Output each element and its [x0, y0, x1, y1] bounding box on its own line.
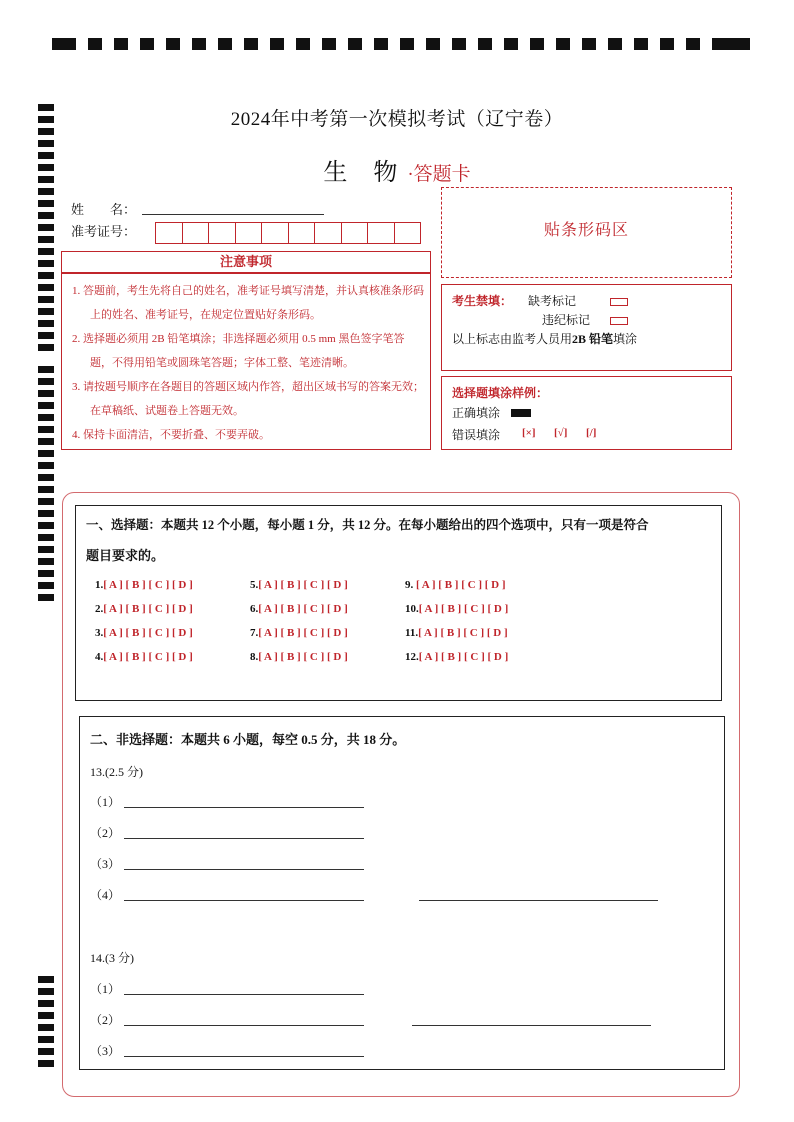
question-13-label: 13.(2.5 分): [90, 765, 143, 779]
q14-blank-2-label: （2）: [90, 1013, 121, 1027]
forbid-note-pre: 以上标志由监考人员用: [452, 332, 573, 346]
q14-blank-3-label: （3）: [90, 1044, 121, 1058]
q14-blank-2b-line[interactable]: [412, 1025, 651, 1026]
forbid-note: [452, 330, 637, 347]
question-10[interactable]: 10.[ A ] [ B ] [ C ] [ D ]: [405, 603, 509, 615]
notice-title: 注意事项: [61, 251, 431, 273]
notice-item: 1. 答题前，考生先将自己的姓名，准考证号填写清楚，并认真核准条形码上的姓名、准考证号，在规定位置贴好条形码。: [72, 285, 424, 321]
q13-blank-3-line[interactable]: [124, 869, 364, 870]
q13-blank-2-label: （2）: [90, 826, 121, 840]
q14-blank-1-line[interactable]: [124, 994, 364, 995]
question-14-label: 14.(3 分): [90, 951, 134, 965]
q13-blank-1-label: （1）: [90, 795, 121, 809]
correct-fill-label: 正确填涂: [452, 406, 501, 420]
forbid-note-pencil: 2B 铅笔: [572, 332, 614, 346]
q13-blank-2-line[interactable]: [124, 838, 364, 839]
q13-blank-4b-line[interactable]: [419, 900, 658, 901]
top-timing-marks: [52, 38, 750, 52]
q14-blank-1-label: （1）: [90, 982, 121, 996]
q13-blank-4-label: （4）: [90, 888, 121, 902]
question-8[interactable]: 8.[ A ] [ B ] [ C ] [ D ]: [250, 651, 348, 663]
subject-name: 生 物: [323, 160, 408, 186]
section1-title-line1: 一、选择题：本题共 12 个小题，每小题 1 分，共 12 分。在每小题给出的四个选项中，只有一项是符合: [86, 518, 649, 532]
violation-label: 违纪标记: [542, 313, 591, 327]
notice-item: 2. 选择题必须用 2B 铅笔填涂；非选择题必须用 0.5 mm 黑色签字笔答题，不得用铅笔或圆珠笔答题；字体工整、笔迹清晰。: [72, 333, 405, 369]
examinee-forbid-box: [441, 284, 732, 371]
question-3[interactable]: 3.[ A ] [ B ] [ C ] [ D ]: [95, 627, 193, 639]
q13-blank-1-line[interactable]: [124, 807, 364, 808]
forbid-note-post: 填涂: [613, 332, 638, 346]
name-label: 姓 名：: [71, 202, 137, 217]
id-number-boxes[interactable]: [155, 222, 421, 244]
sample-title: 选择题填涂样例：: [452, 386, 549, 400]
section1-title-line2: 题目要求的。: [86, 548, 165, 563]
absent-label: 缺考标记: [528, 294, 577, 308]
card-label: 答题卡: [413, 164, 471, 185]
id-label: 准考证号：: [71, 224, 137, 239]
question-4[interactable]: 4.[ A ] [ B ] [ C ] [ D ]: [95, 651, 193, 663]
question-11[interactable]: 11.[ A ] [ B ] [ C ] [ D ]: [405, 627, 508, 639]
absent-mark-box[interactable]: [610, 293, 628, 311]
wrong-mark-check: [√]: [554, 427, 568, 439]
non-choice-section: [79, 716, 725, 1070]
question-5[interactable]: 5.[ A ] [ B ] [ C ] [ D ]: [250, 579, 348, 591]
wrong-fill-label: 错误填涂: [452, 428, 501, 442]
notice-box: [61, 273, 431, 450]
wrong-mark-cross: [×]: [522, 427, 536, 439]
fill-sample-box: [441, 376, 732, 450]
question-12[interactable]: 12.[ A ] [ B ] [ C ] [ D ]: [405, 651, 509, 663]
exam-title: 2024年中考第一次模拟考试（辽宁卷）: [230, 109, 564, 130]
violation-mark-box[interactable]: [610, 312, 628, 330]
q14-blank-2-line[interactable]: [124, 1025, 364, 1026]
q14-blank-3-line[interactable]: [124, 1056, 364, 1057]
correct-fill-mark: [511, 404, 531, 422]
forbid-title: 考生禁填：: [452, 294, 513, 308]
question-7[interactable]: 7.[ A ] [ B ] [ C ] [ D ]: [250, 627, 348, 639]
subject-title: [0, 152, 794, 187]
name-field[interactable]: [142, 214, 324, 215]
wrong-mark-slash: [/]: [586, 427, 597, 439]
q13-blank-4-line[interactable]: [124, 900, 364, 901]
section2-title: 二、非选择题：本题共 6 小题，每空 0.5 分，共 18 分。: [90, 732, 406, 747]
notice-item: 4. 保持卡面清洁，不要折叠、不要弄破。: [72, 429, 270, 441]
q13-blank-3-label: （3）: [90, 857, 121, 871]
multiple-choice-section: [75, 505, 722, 701]
question-2[interactable]: 2.[ A ] [ B ] [ C ] [ D ]: [95, 603, 193, 615]
question-6[interactable]: 6.[ A ] [ B ] [ C ] [ D ]: [250, 603, 348, 615]
barcode-area: 贴条形码区: [441, 187, 732, 278]
title-separator: ·: [407, 164, 414, 185]
question-9[interactable]: 9. [ A ] [ B ] [ C ] [ D ]: [405, 579, 506, 591]
notice-item: 3. 请按题号顺序在各题目的答题区域内作答，超出区域书写的答案无效；在草稿纸、试题卷上答题无效。: [72, 381, 424, 417]
question-1[interactable]: 1.[ A ] [ B ] [ C ] [ D ]: [95, 579, 193, 591]
